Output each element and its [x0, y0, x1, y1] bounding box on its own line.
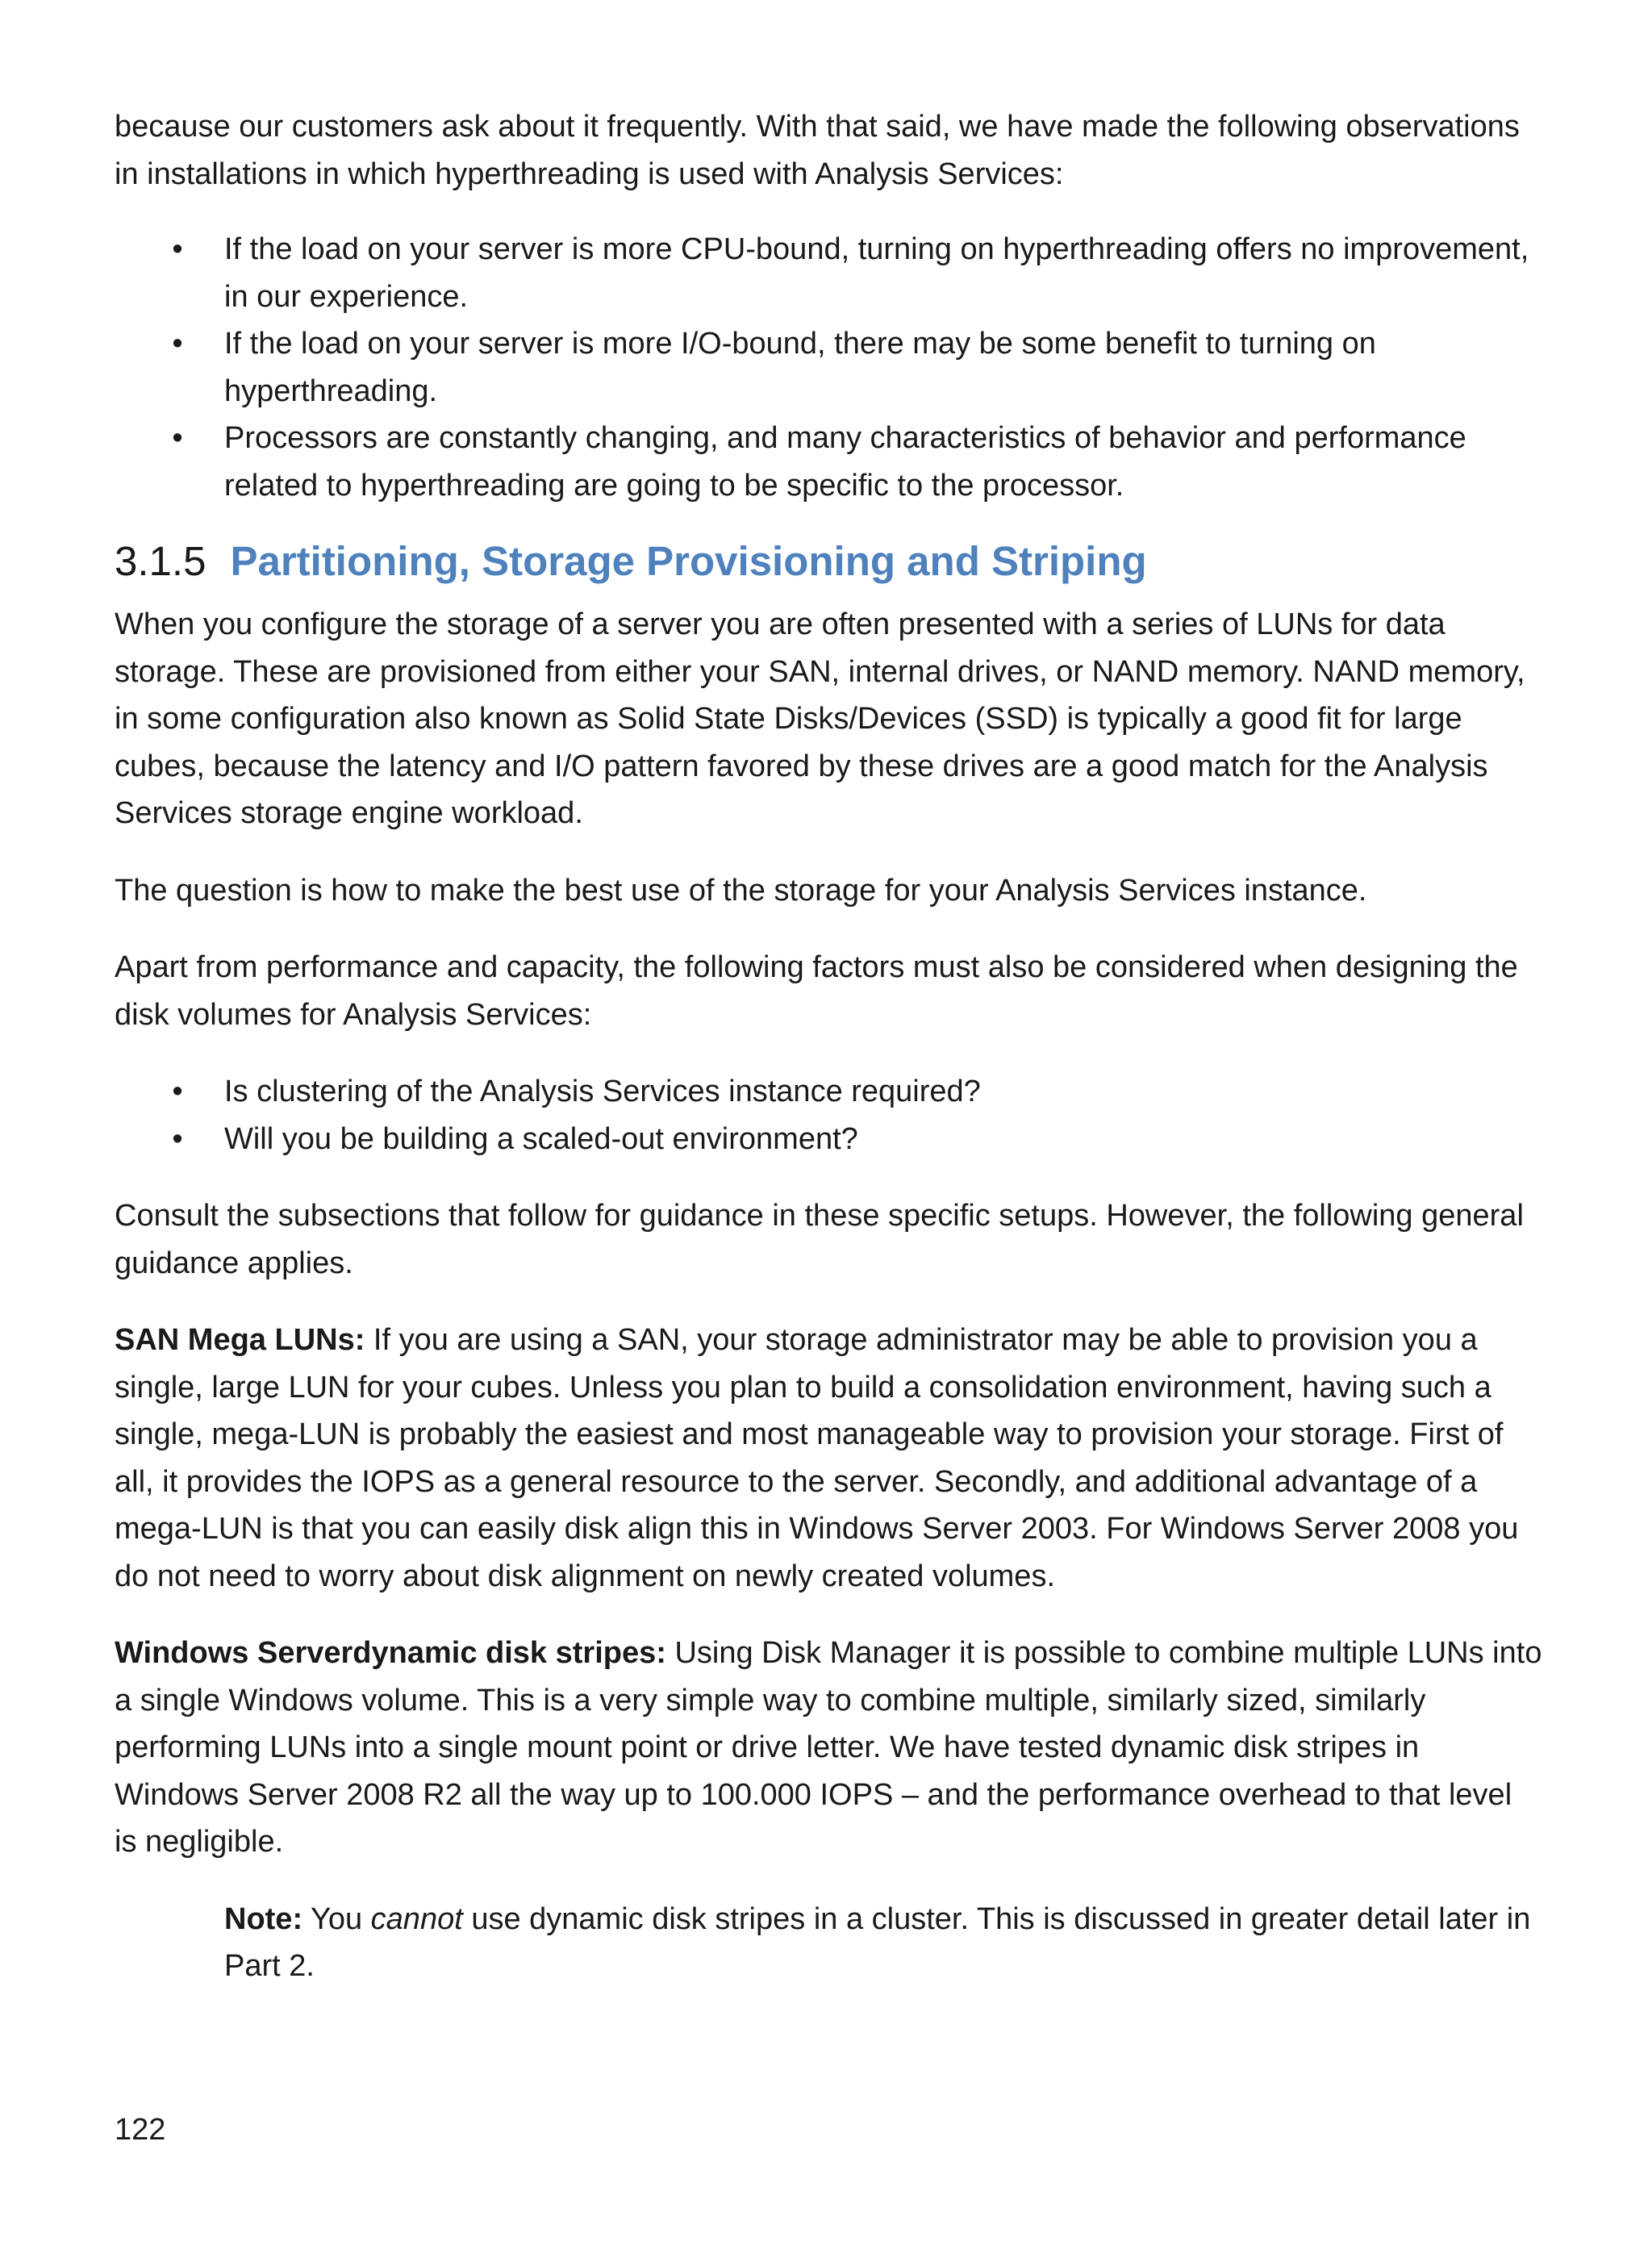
page-number: 122	[115, 2113, 166, 2147]
storage-intro-paragraph: When you configure the storage of a server you are often presented with a series of LUNs for data storage. These are provisioned from either your SAN, internal drives, or NAND memory. NAND memory, in some configuration also known as Solid State Disks/Devices (SSD) is typically a good fit for large cubes, because the latency and I/O pattern favored by these drives are a good match for the Analysis Services storage engine workload.	[115, 607, 1525, 830]
note-post: use dynamic disk stripes in a cluster. This is discussed in greater detail later in Part 2.	[224, 1901, 1531, 1983]
note-label: Note:	[224, 1901, 303, 1936]
san-label: SAN Mega LUNs:	[115, 1323, 365, 1357]
section-number: 3.1.5	[115, 538, 206, 584]
san-text: If you are using a SAN, your storage administrator may be able to provision you a single, large LUN for your cubes. Unless you plan to build a consolidation environment, having such a single, mega-LUN is probably the easiest and most manageable way to provision your storage. First of all, it provides the IOPS as a general resource to the server. Secondly, and additional advantage of a mega-LUN is that you can easily disk align this in Windows Server 2003. For Windows Server 2008 you do not need to worry about disk alignment on newly created volumes.	[115, 1323, 1519, 1593]
dynamic-disk-stripes-paragraph	[115, 1630, 1542, 1866]
document-page	[115, 103, 1542, 1990]
bullet-icon: •	[172, 1121, 183, 1156]
question-paragraph: The question is how to make the best use of the storage for your Analysis Services instance.	[115, 873, 1367, 908]
bullet-icon: •	[172, 232, 183, 266]
list-item: • If the load on your server is more CPU-bound, turning on hyperthreading offers no improvement, in our experience.	[115, 226, 1542, 320]
section-heading	[115, 533, 1542, 590]
observations-list	[115, 226, 1542, 509]
section-title: Partitioning, Storage Provisioning and Striping	[230, 538, 1147, 584]
factors-paragraph: Apart from performance and capacity, the following factors must also be considered when designing the disk volumes for Analysis Services:	[115, 950, 1518, 1032]
note-paragraph	[115, 1896, 1542, 1990]
list-item: • Will you be building a scaled-out environment?	[115, 1116, 1542, 1163]
consult-paragraph: Consult the subsections that follow for guidance in these specific setups. However, the following general guidance applies.	[115, 1199, 1524, 1280]
san-mega-luns-paragraph	[115, 1317, 1542, 1600]
factors-list	[115, 1068, 1542, 1162]
list-item: • Processors are constantly changing, and many characteristics of behavior and performance related to hyperthreading are going to be specific to the processor.	[115, 415, 1542, 509]
dynamic-text: Using Disk Manager it is possible to combine multiple LUNs into a single Windows volume. This is a very simple way to combine multiple, similarly sized, similarly performing LUNs into a single mount point or drive letter. We have tested dynamic disk stripes in Windows Server 2008 R2 all the way up to 100.000 IOPS – and the performance overhead to that level is negligible.	[115, 1636, 1542, 1859]
bullet-icon: •	[172, 327, 183, 361]
bullet-icon: •	[172, 421, 183, 455]
note-pre: You	[302, 1901, 371, 1936]
dynamic-label: Windows Serverdynamic disk stripes:	[115, 1636, 666, 1670]
intro-paragraph: because our customers ask about it frequently. With that said, we have made the following observations in installations in which hyperthreading is used with Analysis Services:	[115, 110, 1520, 191]
note-emphasis: cannot	[370, 1901, 463, 1936]
list-item: • Is clustering of the Analysis Services instance required?	[115, 1068, 1542, 1116]
list-item: • If the load on your server is more I/O-bound, there may be some benefit to turning on hyperthreading.	[115, 320, 1542, 415]
bullet-icon: •	[172, 1075, 183, 1108]
